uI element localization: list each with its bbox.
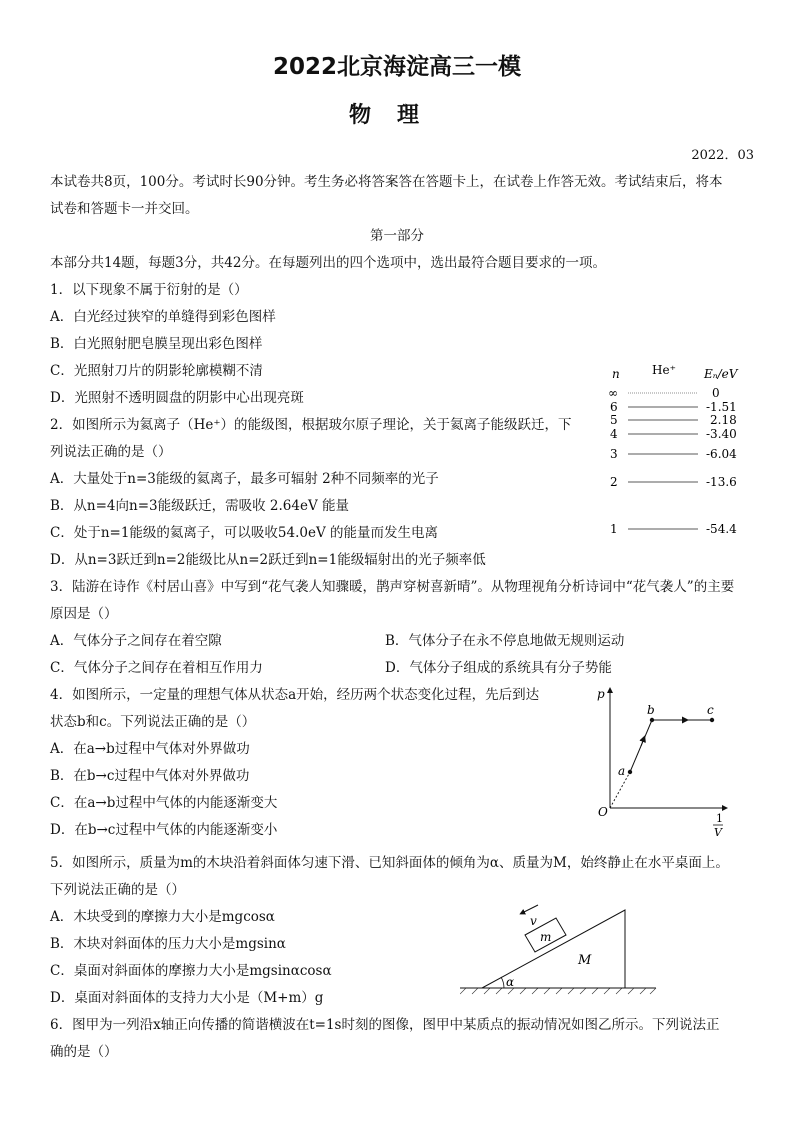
level-6 (610, 400, 737, 414)
q2-option-d: D．从n=3跃迁到n=2能级比从n=2跃迁到n=1能级辐射出的光子频率低 (50, 552, 486, 568)
level-n-label: 1 (610, 522, 618, 536)
level-4 (610, 427, 737, 441)
level-inf (608, 386, 720, 400)
q2-option-c: C．处于n=1能级的氦离子，可以吸收54.0eV 的能量而发生电离 (50, 525, 439, 541)
q5-option-a: A．木块受到的摩擦力大小是mgcosα (50, 909, 275, 925)
q4-option-b: B．在b→c过程中气体对外界做功 (50, 768, 250, 784)
q1-option-b: B．白光照射肥皂膜呈现出彩色图样 (50, 336, 263, 352)
q1-option-a: A．白光经过狭窄的单缝得到彩色图样 (50, 309, 276, 325)
incline-label: M (578, 953, 592, 968)
level-n-label: 6 (610, 400, 618, 414)
level-e-label: -13.6 (706, 475, 737, 489)
q5-stem-2: 下列说法正确的是（） (50, 882, 185, 898)
q4-stem-2: 状态b和c。下列说法正确的是（） (50, 714, 256, 730)
point-c-label: c (707, 703, 714, 717)
p-axis-label: p (597, 687, 605, 701)
level-e-label: -3.40 (706, 427, 737, 441)
intro-line-2: 试卷和答题卡一并交回。 (50, 201, 199, 217)
q3-option-a: A．气体分子之间存在着空隙 (50, 633, 222, 649)
q5-stem-1: 5．如图所示，质量为m的木块沿着斜面体匀速下滑、已知斜面体的倾角为α、质量为M，始终静止在水平桌面上。 (50, 855, 729, 871)
q3-option-d: D．气体分子组成的系统具有分子势能 (385, 660, 612, 676)
q5-option-b: B．木块对斜面体的压力大小是mgsinα (50, 936, 286, 952)
point-a-label: a (618, 764, 626, 778)
level-n-label: ∞ (608, 386, 618, 400)
point-b (650, 718, 654, 722)
pv-diagram (590, 684, 740, 844)
block-label: m (540, 930, 552, 944)
energy-unit-label: Eₙ/eV (704, 367, 738, 381)
level-3 (610, 447, 737, 461)
level-e-label: 2.18 (710, 413, 737, 427)
q3-stem-2: 原因是（） (50, 606, 118, 622)
energy-level-diagram (600, 360, 770, 540)
point-c (710, 718, 714, 722)
ion-label: He⁺ (652, 363, 676, 377)
intro-line-1: 本试卷共8页，100分。考试时长90分钟。考生务必将答案答在答题卡上，在试卷上作答无效。考试结束后，将本 (50, 174, 723, 190)
level-1 (610, 522, 737, 536)
page-title: 2022北京海淀高三一模 (272, 54, 521, 80)
q4-option-d: D．在b→c过程中气体的内能逐渐变小 (50, 822, 278, 838)
q2-stem-2: 列说法正确的是（） (50, 444, 172, 460)
velocity-arrow (522, 905, 538, 913)
level-2 (610, 475, 737, 489)
q2-stem-1: 2．如图所示为氦离子（He⁺）的能级图，根据玻尔原子理论，关于氦离子能级跃迁，下 (50, 417, 572, 433)
q4-stem-1: 4．如图所示，一定量的理想气体从状态a开始，经历两个状态变化过程，先后到达 (50, 687, 540, 703)
subject-title: 物理 (348, 103, 445, 128)
incline-diagram (460, 898, 660, 1000)
q4-option-a: A．在a→b过程中气体对外界做功 (50, 741, 250, 757)
level-n-label: 2 (610, 475, 618, 489)
angle-arc (501, 977, 504, 988)
q2-option-a: A．大量处于n=3能级的氦离子，最多可辐射 2种不同频率的光子 (50, 471, 439, 487)
inv-v-num: 1 (716, 812, 723, 825)
q3-stem-1: 3．陆游在诗作《村居山喜》中写到“花气袭人知骤暖，鹊声穿树喜新晴”。从物理视角分析诗词中“花气袭人”的主要 (50, 579, 735, 595)
q3-option-c: C．气体分子之间存在着相互作用力 (50, 660, 263, 676)
part-title: 第一部分 (370, 228, 424, 244)
q6-stem-1: 6．图甲为一列沿x轴正向传播的简谐横波在t=1s时刻的图像，图甲中某质点的振动情况如图乙所示。下列说法正 (50, 1017, 720, 1033)
level-e-label: -1.51 (706, 400, 737, 414)
q1-stem: 1．以下现象不属于衍射的是（） (50, 282, 248, 298)
q2-option-b: B．从n=4向n=3能级跃迁，需吸收 2.64eV 能量 (50, 498, 349, 514)
level-n-label: 5 (610, 413, 618, 427)
origin-label: O (598, 805, 608, 819)
angle-label: α (506, 975, 515, 989)
q1-option-d: D．光照射不透明圆盘的阴影中心出现亮斑 (50, 390, 304, 406)
n-axis-label: n (612, 367, 620, 381)
part-instruction: 本部分共14题，每题3分，共42分。在每题列出的四个选项中，选出最符合题目要求的一项。 (50, 255, 606, 271)
point-b-label: b (647, 703, 655, 717)
table-hatching (460, 988, 656, 994)
q5-option-c: C．桌面对斜面体的摩擦力大小是mgsinαcosα (50, 963, 332, 979)
inv-v-den: V (714, 826, 722, 839)
exam-date: 2022．03 (691, 148, 754, 163)
point-a (628, 770, 632, 774)
level-5 (610, 413, 737, 427)
level-e-label: 0 (712, 386, 720, 400)
level-n-label: 3 (610, 447, 618, 461)
q3-option-b: B．气体分子在永不停息地做无规则运动 (385, 633, 625, 649)
q4-option-c: C．在a→b过程中气体的内能逐渐变大 (50, 795, 278, 811)
level-e-label: -54.4 (706, 522, 737, 536)
velocity-label: v (530, 914, 537, 928)
q1-option-c: C．光照射刀片的阴影轮廓模糊不清 (50, 363, 263, 379)
q5-option-d: D．桌面对斜面体的支持力大小是（M+m）g (50, 990, 324, 1006)
level-e-label: -6.04 (706, 447, 737, 461)
level-n-label: 4 (610, 427, 618, 441)
q6-stem-2: 确的是（） (50, 1044, 118, 1060)
